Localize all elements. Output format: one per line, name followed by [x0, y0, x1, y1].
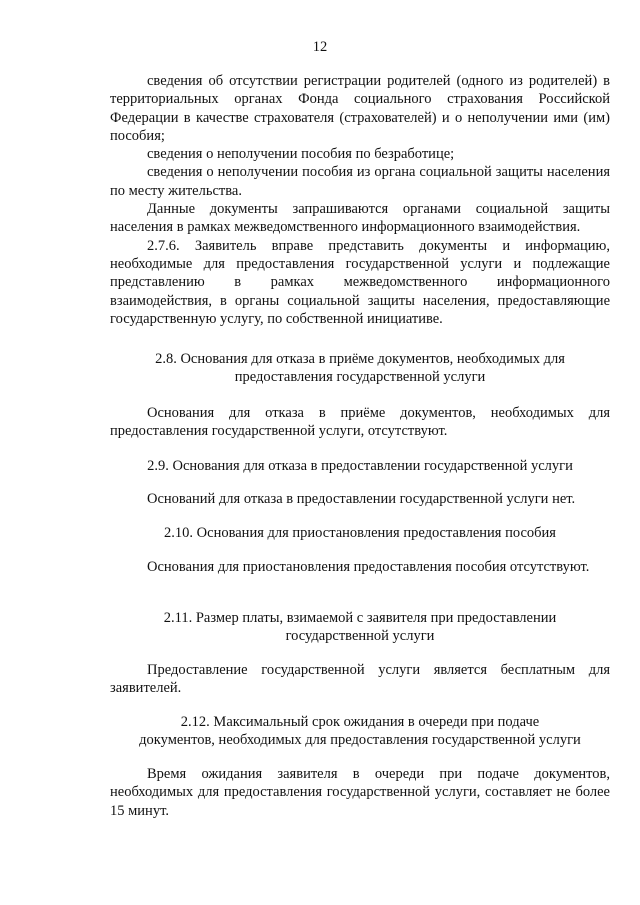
section-2-8-body: [110, 404, 610, 441]
section-body-text: Основания для отказа в приёме документов, необходимых для предоставления государственной услуги, отсутствуют.: [110, 405, 610, 440]
paragraph-unemployment-info: сведения о неполучении пособия по безработице;: [147, 146, 455, 163]
section-heading-line: предоставления государственной услуги: [234, 369, 486, 385]
section-2-12-body: [110, 765, 610, 820]
paragraph-interagency-request: Данные документы запрашиваются органами социальной защиты населения в рамках межведомственного информационного взаимодействия.: [110, 201, 610, 236]
paragraph-2-7-6: 2.7.6. Заявитель вправе представить документы и информацию, необходимые для предоставления государственной услуги и подлежащие представлению в рамках межведомственного информационного взаимодействия, в органы социальной защиты населения, предоставляющие государственную услугу, по собственной инициативе.: [110, 237, 610, 327]
section-heading-line: 2.11. Размер платы, взимаемой с заявителя при предоставлении: [163, 610, 557, 626]
section-2-11-body: [110, 661, 610, 698]
section-heading-line: 2.10. Основания для приостановления предоставления пособия: [164, 525, 556, 541]
section-body-text: Время ожидания заявителя в очереди при подаче документов, необходимых для предоставления государственной услуги, составляет не более 15 минут.: [110, 766, 610, 819]
section-2-8-heading: [110, 350, 610, 386]
section-2-10-heading: [110, 524, 610, 542]
section-body-text: Предоставление государственной услуги является бесплатным для заявителей.: [110, 662, 610, 697]
paragraph-social-protection-info: сведения о неполучении пособия из органа социальной защиты населения по месту жительства.: [110, 164, 610, 199]
paragraph-registration-info: сведения об отсутствии регистрации родителей (одного из родителей) в территориальных органах Фонда социального страхования Российской Федерации в качестве страхователя (страхователей) и о неполучении ими (им) пособия;: [110, 73, 610, 144]
section-heading-line: 2.12. Максимальный срок ожидания в очереди при подаче: [180, 714, 540, 730]
section-body-text: Оснований для отказа в предоставлении государственной услуги нет.: [147, 491, 576, 507]
section-heading-line: государственной услуги: [285, 628, 435, 644]
section-body-text: Основания для приостановления предоставления пособия отсутствуют.: [147, 559, 590, 575]
section-heading-line: 2.9. Основания для отказа в предоставлении государственной услуги: [147, 458, 573, 474]
section-heading-line: 2.8. Основания для отказа в приёме документов, необходимых для: [155, 351, 565, 367]
section-heading-line: документов, необходимых для предоставления государственной услуги: [139, 732, 581, 748]
intro-text-block: [110, 72, 610, 328]
section-2-12-heading: [110, 713, 610, 749]
section-2-9-heading: [110, 457, 610, 475]
section-2-9-body: [110, 490, 610, 508]
section-2-10-body: [110, 558, 610, 576]
page-number: 12: [312, 39, 328, 55]
section-2-11-heading: [110, 609, 610, 645]
